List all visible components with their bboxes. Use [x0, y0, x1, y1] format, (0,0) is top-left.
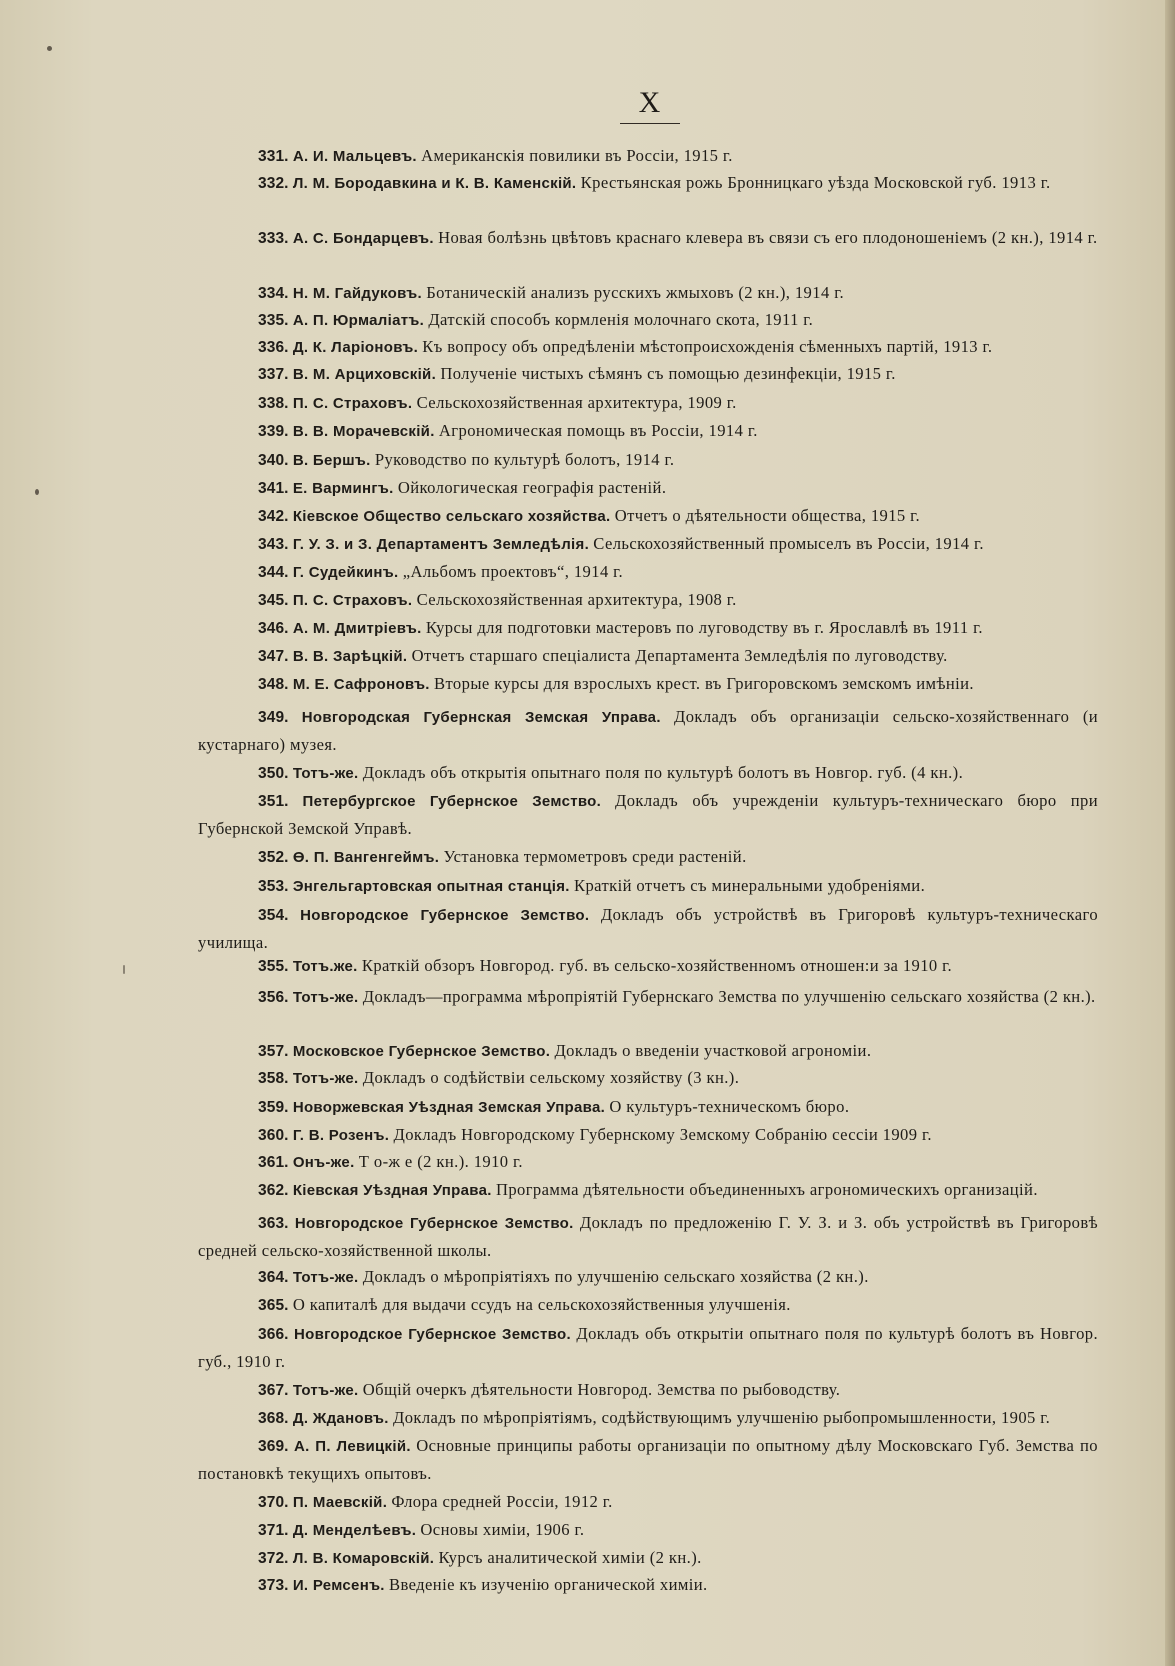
entry-number: 348.: [258, 676, 289, 693]
entry-number: 350.: [258, 765, 289, 782]
entry-title: Руководство по культурѣ болотъ, 1914 г.: [374, 450, 675, 469]
entry-author: А. М. Дмитріевъ.: [292, 620, 422, 637]
list-item: [198, 843, 1098, 871]
entry-number: 356.: [258, 989, 289, 1006]
entry-title: Агрономическая помощь въ Россіи, 1914 г.: [438, 421, 758, 440]
entry-author: Энгельгартовская опытная станція.: [292, 878, 570, 895]
entry-title: Докладъ объ открытіи опытнаго поля по культурѣ болотъ въ Новгор. губ., 1910 г.: [198, 1324, 1099, 1371]
entry-title: Къ вопросу объ опредѣленіи мѣстопроисхожденія сѣменныхъ партій, 1913 г.: [422, 337, 993, 356]
list-item: [198, 614, 1098, 642]
entry-title: Краткій обзоръ Новгород. губ. въ сельско-хозяйственномъ отношен:и за 1910 г.: [361, 956, 953, 975]
entry-title: Крестьянская рожь Бронницкаго уѣзда Московской губ. 1913 г.: [580, 173, 1051, 192]
list-item: [198, 952, 1098, 980]
entry-author: Н. М. Гайдуковъ.: [292, 285, 422, 302]
list-item: [198, 558, 1098, 586]
entry-author: Кіевская Уѣздная Управа.: [292, 1182, 492, 1199]
entry-author: Тотъ-же.: [292, 765, 359, 782]
entry-number: 360.: [258, 1127, 289, 1144]
entry-number: 369.: [258, 1438, 289, 1455]
entry-number: 340.: [258, 452, 289, 469]
list-item: [198, 169, 1098, 197]
entry-author: Тотъ-же.: [292, 1382, 359, 1399]
entry-title: Ойкологическая географія растеній.: [397, 478, 667, 497]
entry-number: 357.: [258, 1043, 289, 1060]
entry-number: 349.: [258, 709, 289, 726]
entry-number: 370.: [258, 1494, 289, 1511]
entry-author: П. Маевскій.: [292, 1494, 388, 1511]
ink-speck: [47, 46, 52, 51]
list-item: [198, 703, 1098, 758]
entry-number: 332.: [258, 175, 289, 192]
entry-number: 355.: [258, 958, 289, 975]
list-item: [198, 1376, 1098, 1404]
list-item: [198, 787, 1098, 842]
list-item: [198, 530, 1098, 558]
entry-number: 336.: [258, 339, 289, 356]
entry-title: Вторые курсы для взрослыхъ крест. въ Григоровскомъ земскомъ имѣніи.: [434, 674, 974, 693]
entry-number: 353.: [258, 878, 289, 895]
entry-title: Докладъ о мѣропріятіяхъ по улучшенію сельскаго хозяйства (2 кн.).: [362, 1267, 869, 1286]
entry-title: Краткій отчетъ съ минеральными удобреніями.: [573, 876, 926, 895]
entry-number: 373.: [258, 1577, 289, 1594]
entry-author: Петербургское Губернское Земство.: [302, 793, 602, 810]
entry-author: Г. В. Розенъ.: [292, 1127, 390, 1144]
entry-author: А. И. Мальцевъ.: [292, 148, 417, 165]
entry-author: Е. Вармингъ.: [292, 480, 394, 497]
entry-title: Отчетъ старшаго спеціалиста Департамента Земледѣлія по луговодству.: [411, 646, 948, 665]
entry-author: Г. Судейкинъ.: [292, 564, 399, 581]
entry-title: „Альбомъ проектовъ“, 1914 г.: [402, 562, 624, 581]
entry-title: Отчетъ о дѣятельности общества, 1915 г.: [614, 506, 921, 525]
entry-number: 358.: [258, 1070, 289, 1087]
list-item: [198, 872, 1098, 900]
entry-author: А. П. Левицкій.: [294, 1438, 411, 1455]
list-item: [198, 142, 1098, 170]
entry-author: Тотъ-же.: [292, 1070, 359, 1087]
entry-number: 342.: [258, 508, 289, 525]
list-item: [198, 1291, 1098, 1319]
entry-author: Ө. П. Вангенгеймъ.: [292, 849, 440, 866]
entry-title: Датскій способъ кормленія молочнаго скота, 1911 г.: [428, 310, 814, 329]
entry-number: 363.: [258, 1215, 289, 1232]
entry-author: Д. К. Ларіоновъ.: [292, 339, 419, 356]
list-item: [198, 279, 1098, 307]
entry-number: 347.: [258, 648, 289, 665]
list-item: [198, 1544, 1098, 1572]
list-item: [198, 1093, 1098, 1121]
list-item: [198, 1148, 1098, 1176]
entry-title: Докладъ объ учрежденіи культуръ-техническаго бюро при Губернской Земской Управѣ.: [198, 791, 1099, 838]
list-item: [198, 586, 1098, 614]
entry-title: О культуръ-техническомъ бюро.: [609, 1097, 850, 1116]
entry-number: 346.: [258, 620, 289, 637]
entry-title: Сельскохозяйственная архитектура, 1909 г.: [416, 393, 737, 412]
entry-title: Общій очеркъ дѣятельности Новгород. Земства по рыбоводству.: [362, 1380, 841, 1399]
entry-number: 372.: [258, 1550, 289, 1567]
entry-number: 337.: [258, 366, 289, 383]
entry-author: В. В. Зарѣцкій.: [292, 648, 408, 665]
list-item: [198, 417, 1098, 445]
entry-title: Сельскохозяйственная архитектура, 1908 г.: [416, 590, 737, 609]
entry-number: 344.: [258, 564, 289, 581]
entry-author: Тотъ.же.: [292, 958, 358, 975]
list-item: [198, 901, 1098, 956]
entry-number: 335.: [258, 312, 289, 329]
list-item: [198, 360, 1098, 388]
entry-author: Л. В. Комаровскій.: [292, 1550, 435, 1567]
list-item: [198, 983, 1098, 1011]
list-item: [198, 502, 1098, 530]
entry-author: В. В. Морачевскій.: [292, 423, 435, 440]
page-number: X: [638, 86, 662, 119]
entry-title: Докладъ по мѣропріятіямъ, содѣйствующимъ улучшенію рыбопромышленности, 1905 г.: [393, 1408, 1051, 1427]
ink-speck: [35, 489, 39, 495]
entry-author: А. С. Бондарцевъ.: [292, 230, 434, 247]
page-number-underline: [620, 123, 680, 124]
list-item: [198, 670, 1098, 698]
entry-title: Введеніе къ изученію органической химіи.: [389, 1575, 708, 1594]
list-item: [198, 1176, 1098, 1204]
entry-title: Докладъ объ организаціи сельско-хозяйственнаго (и кустарнаго) музея.: [198, 707, 1099, 754]
list-item: [198, 474, 1098, 502]
entry-author: Г. У. З. и З. Департаментъ Земледѣлія.: [292, 536, 590, 553]
entry-number: 351.: [258, 793, 289, 810]
entry-number: 359.: [258, 1099, 289, 1116]
entry-author: Тотъ-же.: [292, 989, 359, 1006]
list-item: [198, 1037, 1098, 1065]
entry-author: Новоржевская Уѣздная Земская Управа.: [292, 1099, 606, 1116]
list-item: [198, 1263, 1098, 1291]
entry-title: Докладъ Новгородскому Губернскому Земскому Собранію сессіи 1909 г.: [393, 1125, 932, 1144]
entry-title: Курсъ аналитической химіи (2 кн.).: [438, 1548, 702, 1567]
list-item: [198, 389, 1098, 417]
entry-number: 345.: [258, 592, 289, 609]
list-item: [198, 306, 1098, 334]
list-item: [198, 1209, 1098, 1264]
entry-number: 361.: [258, 1154, 289, 1171]
list-item: [198, 224, 1098, 252]
entry-author: Л. М. Бородавкина и К. В. Каменскій.: [292, 175, 577, 192]
entry-number: 333.: [258, 230, 289, 247]
entry-author: П. С. Страховъ.: [292, 592, 413, 609]
list-item: [198, 1404, 1098, 1432]
entry-number: 368.: [258, 1410, 289, 1427]
entry-author: Новгородское Губернское Земство.: [293, 1326, 571, 1343]
list-item: [198, 446, 1098, 474]
entry-title: Полученіе чистыхъ сѣмянъ съ помощью дезинфекціи, 1915 г.: [440, 364, 896, 383]
entry-number: 371.: [258, 1522, 289, 1539]
list-item: [198, 333, 1098, 361]
entry-author: В. Бершъ.: [292, 452, 371, 469]
entry-author: Д. Менделѣевъ.: [292, 1522, 417, 1539]
entry-author: Новгородское Губернское Земство.: [294, 1215, 574, 1232]
entry-number: 331.: [258, 148, 289, 165]
list-item: [198, 642, 1098, 670]
entry-author: М. Е. Сафроновъ.: [292, 676, 430, 693]
list-item: [198, 1121, 1098, 1149]
entry-number: 366.: [258, 1326, 289, 1343]
list-item: [198, 1571, 1098, 1599]
entry-title: Т о-ж е (2 кн.). 1910 г.: [358, 1152, 523, 1171]
entry-title: Новая болѣзнь цвѣтовъ краснаго клевера въ связи съ его плодоношеніемъ (2 кн.), 1914 г.: [438, 228, 1098, 247]
entry-number: 364.: [258, 1269, 289, 1286]
entry-author: А. П. Юрмаліатъ.: [292, 312, 425, 329]
entry-number: 338.: [258, 395, 289, 412]
entry-title: Докладъ объ устройствѣ въ Григоровѣ культуръ-техническаго училища.: [198, 905, 1099, 952]
entry-title: Докладъ по предложенію Г. У. З. и З. объ устройствѣ въ Григоровѣ средней сельско-хозяйственной школы.: [198, 1213, 1099, 1260]
entry-title: Сельскохозяйственный промыселъ въ Россіи, 1914 г.: [593, 534, 984, 553]
entry-author: Московское Губернское Земство.: [292, 1043, 551, 1060]
entry-author: Д. Ждановъ.: [292, 1410, 389, 1427]
entry-number: 352.: [258, 849, 289, 866]
entry-title: Установка термометровъ среди растеній.: [443, 847, 747, 866]
entry-author: Тотъ-же.: [292, 1269, 359, 1286]
entry-author: Кіевское Общество сельскаго хозяйства.: [292, 508, 611, 525]
ink-speck: [123, 965, 125, 974]
list-item: [198, 1064, 1098, 1092]
entry-title: Курсы для подготовки мастеровъ по луговодству въ г. Ярославлѣ въ 1911 г.: [425, 618, 983, 637]
entry-number: 367.: [258, 1382, 289, 1399]
entry-author: В. М. Арциховскій.: [292, 366, 437, 383]
entry-title: Основные принципы работы организаціи по опытному дѣлу Московскаго Губ. Земства по постановкѣ текущихъ опытовъ.: [198, 1436, 1098, 1483]
entry-number: 354.: [258, 907, 289, 924]
entry-title: Американскія повилики въ Россіи, 1915 г.: [421, 146, 733, 165]
entry-title: Докладъ о содѣйствіи сельскому хозяйству (3 кн.).: [362, 1068, 740, 1087]
entry-title: Ботаническій анализъ русскихъ жмыховъ (2 кн.), 1914 г.: [426, 283, 845, 302]
entry-author: Онъ-же.: [292, 1154, 355, 1171]
entry-title: О капиталѣ для выдачи ссудъ на сельскохозяйственныя улучшенія.: [292, 1295, 791, 1314]
entry-title: Основы химіи, 1906 г.: [420, 1520, 585, 1539]
entry-number: 343.: [258, 536, 289, 553]
entry-title: Докладъ о введеніи участковой агрономіи.: [554, 1041, 872, 1060]
entry-author: Новгородская Губернская Земская Управа.: [301, 709, 661, 726]
entry-number: 365.: [258, 1297, 289, 1314]
entry-number: 339.: [258, 423, 289, 440]
entry-author: И. Ремсенъ.: [292, 1577, 385, 1594]
entry-title: Флора средней Россіи, 1912 г.: [391, 1492, 613, 1511]
page-edge-shadow: [1165, 0, 1175, 1666]
entry-number: 341.: [258, 480, 289, 497]
list-item: [198, 1516, 1098, 1544]
entry-author: Новгородское Губернское Земство.: [300, 907, 590, 924]
list-item: [198, 1432, 1098, 1487]
entry-number: 362.: [258, 1182, 289, 1199]
entry-title: Программа дѣятельности объединенныхъ агрономическихъ организацій.: [495, 1180, 1038, 1199]
list-item: [198, 1320, 1098, 1375]
list-item: [198, 759, 1098, 787]
entry-title: Докладъ объ открытія опытнаго поля по культурѣ болотъ въ Новгор. губ. (4 кн.).: [362, 763, 964, 782]
entry-author: П. С. Страховъ.: [292, 395, 413, 412]
entry-title: Докладъ—программа мѣропріятій Губернскаго Земства по улучшенію сельскаго хозяйства (2 кн.).: [362, 987, 1096, 1006]
entry-number: 334.: [258, 285, 289, 302]
list-item: [198, 1488, 1098, 1516]
